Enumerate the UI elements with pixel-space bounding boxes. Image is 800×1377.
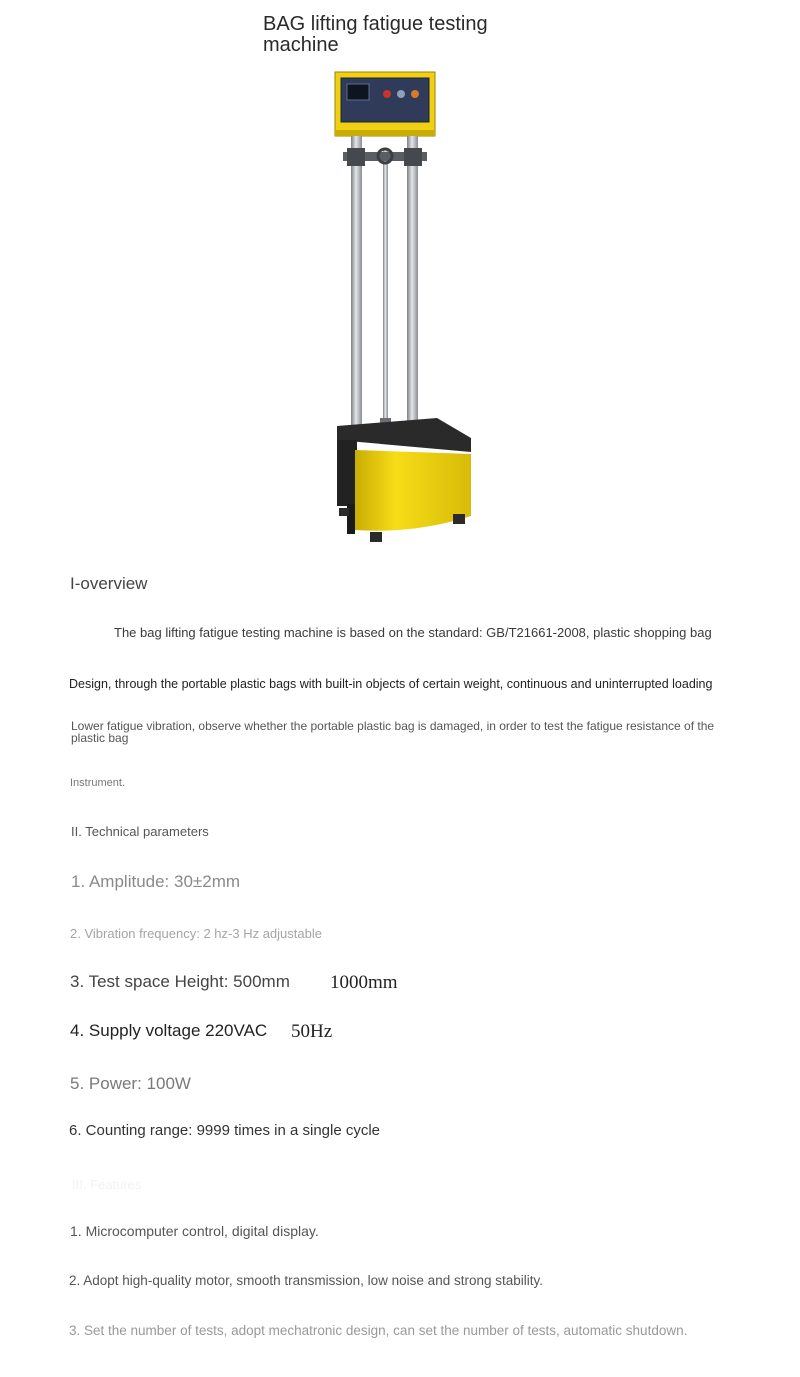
right-column [407,136,418,426]
bag-lifting-fatigue-testing-machine-photo [325,68,485,558]
param-amplitude: 1. Amplitude: 30±2mm [71,872,241,891]
foot [453,514,465,524]
overview-heading: I-overview [70,574,148,593]
base-left-side [337,440,357,506]
param-test-space-height-extra: 1000mm [330,972,398,993]
page-title: BAG lifting fatigue testing machine [263,13,488,56]
technical-heading: II. Technical parameters [71,824,209,839]
param-counting-range: 6. Counting range: 9999 times in a single cycle [69,1122,381,1139]
knob-gray [397,90,405,98]
feature-2: 2. Adopt high-quality motor, smooth transmission, low noise and strong stability. [69,1273,543,1288]
param-supply-voltage: 4. Supply voltage 220VAC [70,1021,268,1040]
feature-1: 1. Microcomputer control, digital display. [70,1223,319,1239]
overview-line-3: Lower fatigue vibration, observe whether the portable plastic bag is damaged, in order to test the fatigue resistance of the plastic bag [71,719,715,745]
knob-red [383,90,391,98]
foot [370,532,382,542]
feature-3: 3. Set the number of tests, adopt mechatronic design, can set the number of tests, automatic shutdown. [69,1323,688,1338]
overview-line-4: Instrument. [70,777,126,789]
param-supply-frequency: 50Hz [291,1021,333,1042]
param-test-space-height: 3. Test space Height: 500mm [70,972,290,991]
param-vibration-frequency: 2. Vibration frequency: 2 hz-3 Hz adjustable [70,926,322,941]
param-power: 5. Power: 100W [70,1074,191,1093]
left-column [351,136,362,426]
center-rod [383,150,388,422]
knob-orange [411,90,419,98]
overview-line-2: Design, through the portable plastic bags with built-in objects of certain weight, continuous and uninterrupted loading [69,677,713,691]
overview-line-1: The bag lifting fatigue testing machine is based on the standard: GB/T21661-2008, plastic shopping bag [114,625,712,640]
features-heading: III. Features [72,1177,142,1192]
digital-display [347,84,369,100]
